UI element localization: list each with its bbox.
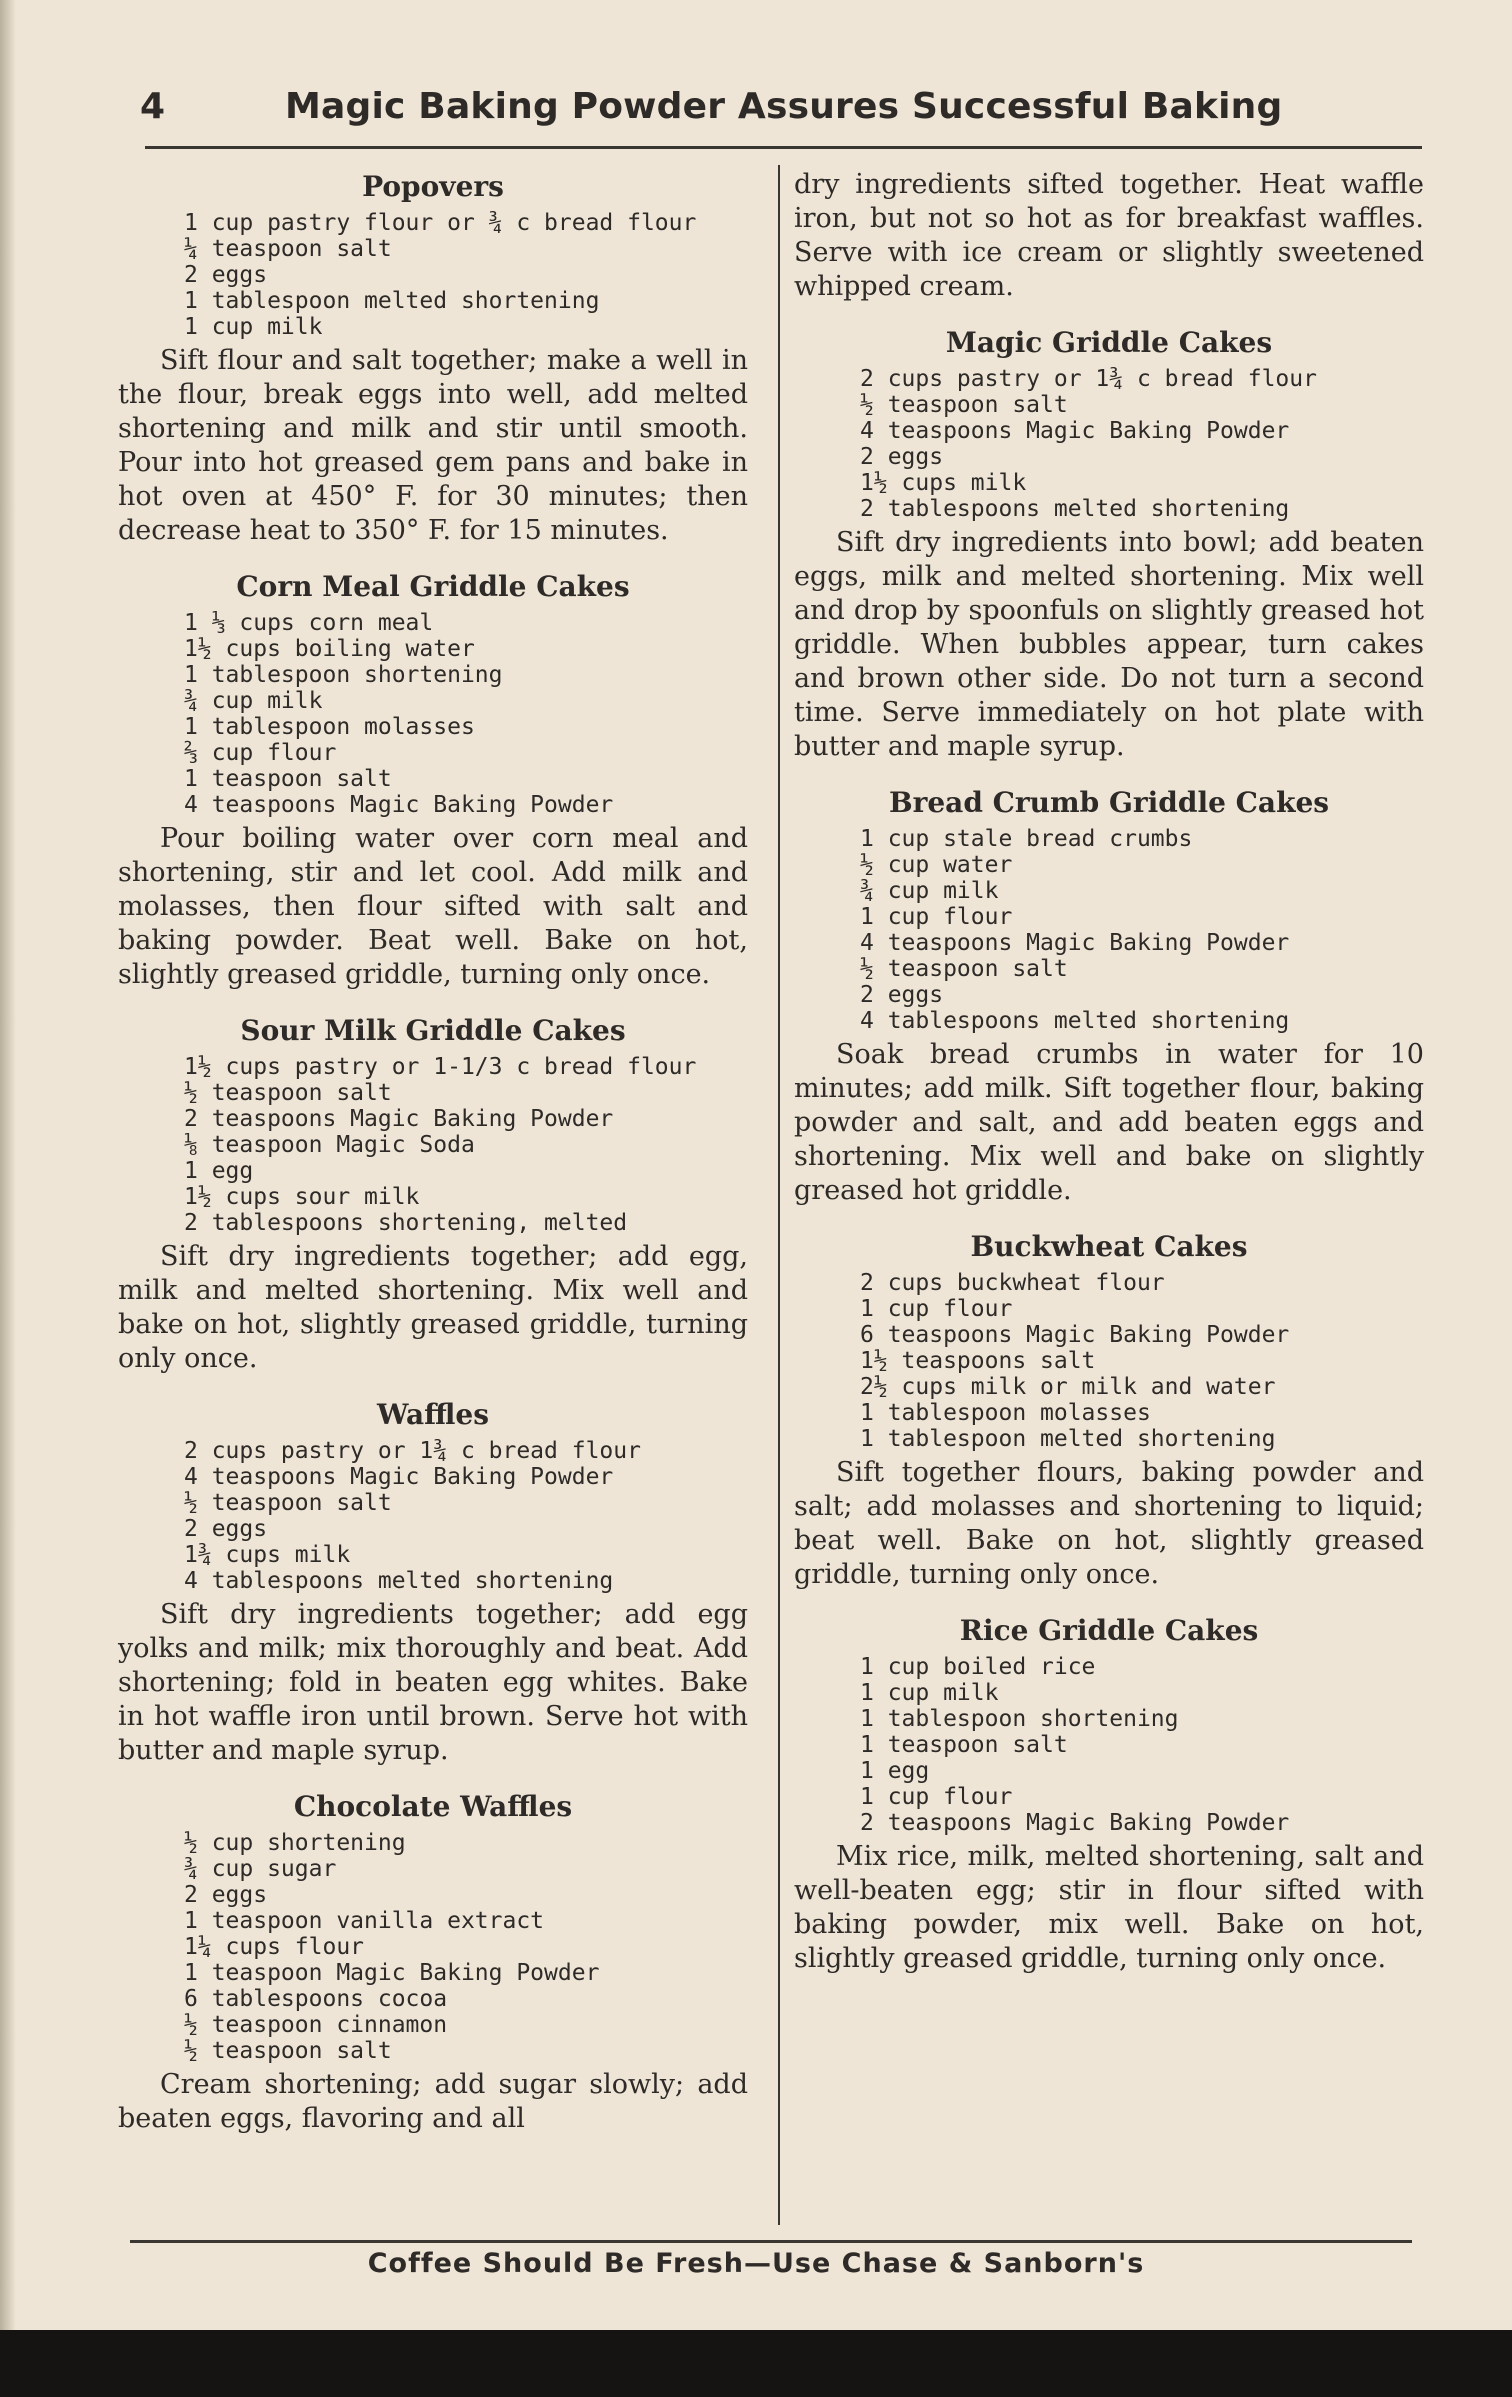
recipe-magic-griddle-cakes: [794, 324, 1424, 764]
ingredient: 4 teaspoons Magic Baking Powder: [860, 930, 1290, 956]
ingredient: ¼ teaspoon salt: [184, 236, 392, 262]
recipe-method: Sift dry ingredients into bowl; add beaten eggs, milk and melted shortening. Mix well and drop by spoonfuls on slightly greased hot griddle. When bubbles appear, turn cakes and brown other side. Do not turn a second time. Serve immediately on hot plate with butter and maple syrup.: [794, 527, 1424, 762]
recipe-method: Sift dry ingredients together; add egg, milk and melted shortening. Mix well and bake on hot, slightly greased griddle, turning only once.: [118, 1241, 748, 1374]
ingredient: 2½ cups milk or milk and water: [860, 1374, 1276, 1400]
ingredient: 6 teaspoons Magic Baking Powder: [860, 1322, 1290, 1348]
ingredient: ½ teaspoon salt: [860, 392, 1068, 418]
page-footer: Coffee Should Be Fresh—Use Chase & Sanborn's: [367, 2248, 1145, 2279]
ingredient: 2 eggs: [184, 1516, 268, 1542]
page-number: 4: [140, 86, 166, 127]
scan-background: [0, 2330, 1512, 2397]
ingredient: 2 teaspoons Magic Baking Powder: [860, 1810, 1290, 1836]
recipe-title: Magic Griddle Cakes: [945, 326, 1273, 359]
ingredient-list: [860, 826, 1424, 1034]
recipe-method: Sift flour and salt together; make a well in the flour, break eggs into well, add melted shortening and milk and stir until smooth. Pour into hot greased gem pans and bake in hot oven at 450° F. for 30 minutes; then decrease heat to 350° F. for 15 minutes.: [118, 345, 748, 546]
ingredient: 1 tablespoon molasses: [860, 1400, 1151, 1426]
ingredient: 1 teaspoon Magic Baking Powder: [184, 1960, 600, 1986]
ingredient: 4 teaspoons Magic Baking Powder: [184, 1464, 614, 1490]
ingredient: 1 teaspoon salt: [184, 766, 392, 792]
ingredient: ⅛ teaspoon Magic Soda: [184, 1132, 475, 1158]
ingredient: 1 tablespoon shortening: [184, 662, 503, 688]
ingredient: ¾ cup sugar: [184, 1856, 337, 1882]
chocolate-waffles-continued: [794, 168, 1424, 304]
ingredient: 1 egg: [860, 1758, 930, 1784]
recipe-method: Soak bread crumbs in water for 10 minutes; add milk. Sift together flour, baking powder and salt, and add beaten eggs and shortening. Mix well and bake on slightly greased hot griddle.: [794, 1039, 1424, 1206]
ingredient: 1 tablespoon shortening: [860, 1706, 1179, 1732]
recipe-popovers: [118, 168, 748, 548]
ingredient: 1½ cups pastry or 1-1/3 c bread flour: [184, 1054, 697, 1080]
ingredient: 2 cups buckwheat flour: [860, 1270, 1165, 1296]
ingredient-list: [184, 610, 748, 818]
ingredient: 4 tablespoons melted shortening: [860, 1008, 1290, 1034]
ingredient: 1 tablespoon molasses: [184, 714, 475, 740]
ingredient: 1½ cups boiling water: [184, 636, 475, 662]
ingredient: 1 cup milk: [860, 1680, 999, 1706]
recipe-title: Popovers: [362, 170, 504, 203]
recipe-corn-meal-griddle-cakes: [118, 568, 748, 992]
recipe-title: Corn Meal Griddle Cakes: [236, 570, 630, 603]
ingredient: 2 eggs: [860, 982, 944, 1008]
ingredient-list: [184, 1830, 748, 2064]
running-title: Magic Baking Powder Assures Successful Baking: [285, 86, 1283, 127]
recipe-title: Waffles: [377, 1398, 489, 1431]
ingredient: 1¼ cups flour: [184, 1934, 365, 1960]
ingredient: 2 eggs: [184, 262, 268, 288]
ingredient: 1 cup milk: [184, 314, 323, 340]
ingredient-list: [184, 1438, 748, 1594]
recipe-method: Sift dry ingredients together; add egg yolks and milk; mix thoroughly and beat. Add shortening; fold in beaten egg whites. Bake in hot waffle iron until brown. Serve hot with butter and maple syrup.: [118, 1599, 748, 1766]
ingredient: 1 cup flour: [860, 1296, 1013, 1322]
ingredient-list: [184, 210, 748, 340]
ingredient-list: [860, 366, 1424, 522]
right-column: [794, 168, 1424, 1996]
ingredient: 6 tablespoons cocoa: [184, 1986, 448, 2012]
recipe-title: Rice Griddle Cakes: [959, 1614, 1259, 1647]
ingredient: 1 cup flour: [860, 1784, 1013, 1810]
recipe-waffles: [118, 1396, 748, 1768]
ingredient: 1 cup stale bread crumbs: [860, 826, 1193, 852]
recipe-method-continued: dry ingredients sifted together. Heat waffle iron, but not so hot as for breakfast waffles. Serve with ice cream or slightly sweetened whipped cream.: [794, 169, 1424, 302]
ingredient: 4 tablespoons melted shortening: [184, 1568, 614, 1594]
ingredient: 2 eggs: [184, 1882, 268, 1908]
recipe-title: Chocolate Waffles: [293, 1790, 573, 1823]
recipe-title: Sour Milk Griddle Cakes: [240, 1014, 626, 1047]
recipe-sour-milk-griddle-cakes: [118, 1012, 748, 1376]
ingredient: ½ teaspoon salt: [184, 2038, 392, 2064]
ingredient: 1 teaspoon vanilla extract: [184, 1908, 545, 1934]
ingredient: ½ teaspoon cinnamon: [184, 2012, 448, 2038]
ingredient: 1½ teaspoons salt: [860, 1348, 1096, 1374]
left-column: [118, 168, 748, 2156]
ingredient: 2 tablespoons shortening, melted: [184, 1210, 628, 1236]
ingredient: 2 eggs: [860, 444, 944, 470]
ingredient-list: [184, 1054, 748, 1236]
column-divider: [778, 165, 780, 2225]
ingredient: 2 cups pastry or 1¾ c bread flour: [860, 366, 1317, 392]
ingredient: ½ cup water: [860, 852, 1013, 878]
ingredient: ¾ cup milk: [184, 688, 323, 714]
ingredient: ½ teaspoon salt: [184, 1490, 392, 1516]
recipe-method: Pour boiling water over corn meal and shortening, stir and let cool. Add milk and molasses, then flour sifted with salt and baking powder. Beat well. Bake on hot, slightly greased griddle, turning only once.: [118, 823, 748, 990]
recipe-bread-crumb-griddle-cakes: [794, 784, 1424, 1208]
ingredient: 1 tablespoon melted shortening: [184, 288, 600, 314]
recipe-method: Sift together flours, baking powder and salt; add molasses and shortening to liquid; beat well. Bake on hot, slightly greased griddle, turning only once.: [794, 1457, 1424, 1590]
ingredient: ½ teaspoon salt: [860, 956, 1068, 982]
page-header: [140, 82, 1430, 152]
ingredient: ¾ cup milk: [860, 878, 999, 904]
recipe-method: Cream shortening; add sugar slowly; add beaten eggs, flavoring and all: [118, 2069, 748, 2134]
ingredient: ⅔ cup flour: [184, 740, 337, 766]
ingredient: 2 cups pastry or 1¾ c bread flour: [184, 1438, 641, 1464]
ingredient-list: [860, 1654, 1424, 1836]
ingredient: 4 teaspoons Magic Baking Powder: [184, 792, 614, 818]
ingredient: 1½ cups milk: [860, 470, 1027, 496]
ingredient: ½ teaspoon salt: [184, 1080, 392, 1106]
recipe-method: Mix rice, milk, melted shortening, salt and well-beaten egg; stir in flour sifted with baking powder, mix well. Bake on hot, slightly greased griddle, turning only once.: [794, 1841, 1424, 1974]
recipe-buckwheat-cakes: [794, 1228, 1424, 1592]
ingredient: 4 teaspoons Magic Baking Powder: [860, 418, 1290, 444]
ingredient: 1 teaspoon salt: [860, 1732, 1068, 1758]
recipe-rice-griddle-cakes: [794, 1612, 1424, 1976]
footer-rule: [130, 2240, 1412, 2243]
page-edge-shadow: [0, 0, 16, 2330]
recipe-title: Buckwheat Cakes: [970, 1230, 1248, 1263]
recipe-title: Bread Crumb Griddle Cakes: [888, 786, 1330, 819]
header-rule: [145, 146, 1422, 149]
ingredient: 1 tablespoon melted shortening: [860, 1426, 1276, 1452]
ingredient-list: [860, 1270, 1424, 1452]
ingredient: 1 cup pastry flour or ¾ c bread flour: [184, 210, 697, 236]
ingredient: 2 teaspoons Magic Baking Powder: [184, 1106, 614, 1132]
ingredient: 1 ⅓ cups corn meal: [184, 610, 434, 636]
ingredient: 1 cup flour: [860, 904, 1013, 930]
ingredient: 1 egg: [184, 1158, 254, 1184]
ingredient: 2 tablespoons melted shortening: [860, 496, 1290, 522]
ingredient: 1½ cups sour milk: [184, 1184, 420, 1210]
ingredient: 1¾ cups milk: [184, 1542, 351, 1568]
ingredient: ½ cup shortening: [184, 1830, 406, 1856]
ingredient: 1 cup boiled rice: [860, 1654, 1096, 1680]
recipe-chocolate-waffles: [118, 1788, 748, 2136]
